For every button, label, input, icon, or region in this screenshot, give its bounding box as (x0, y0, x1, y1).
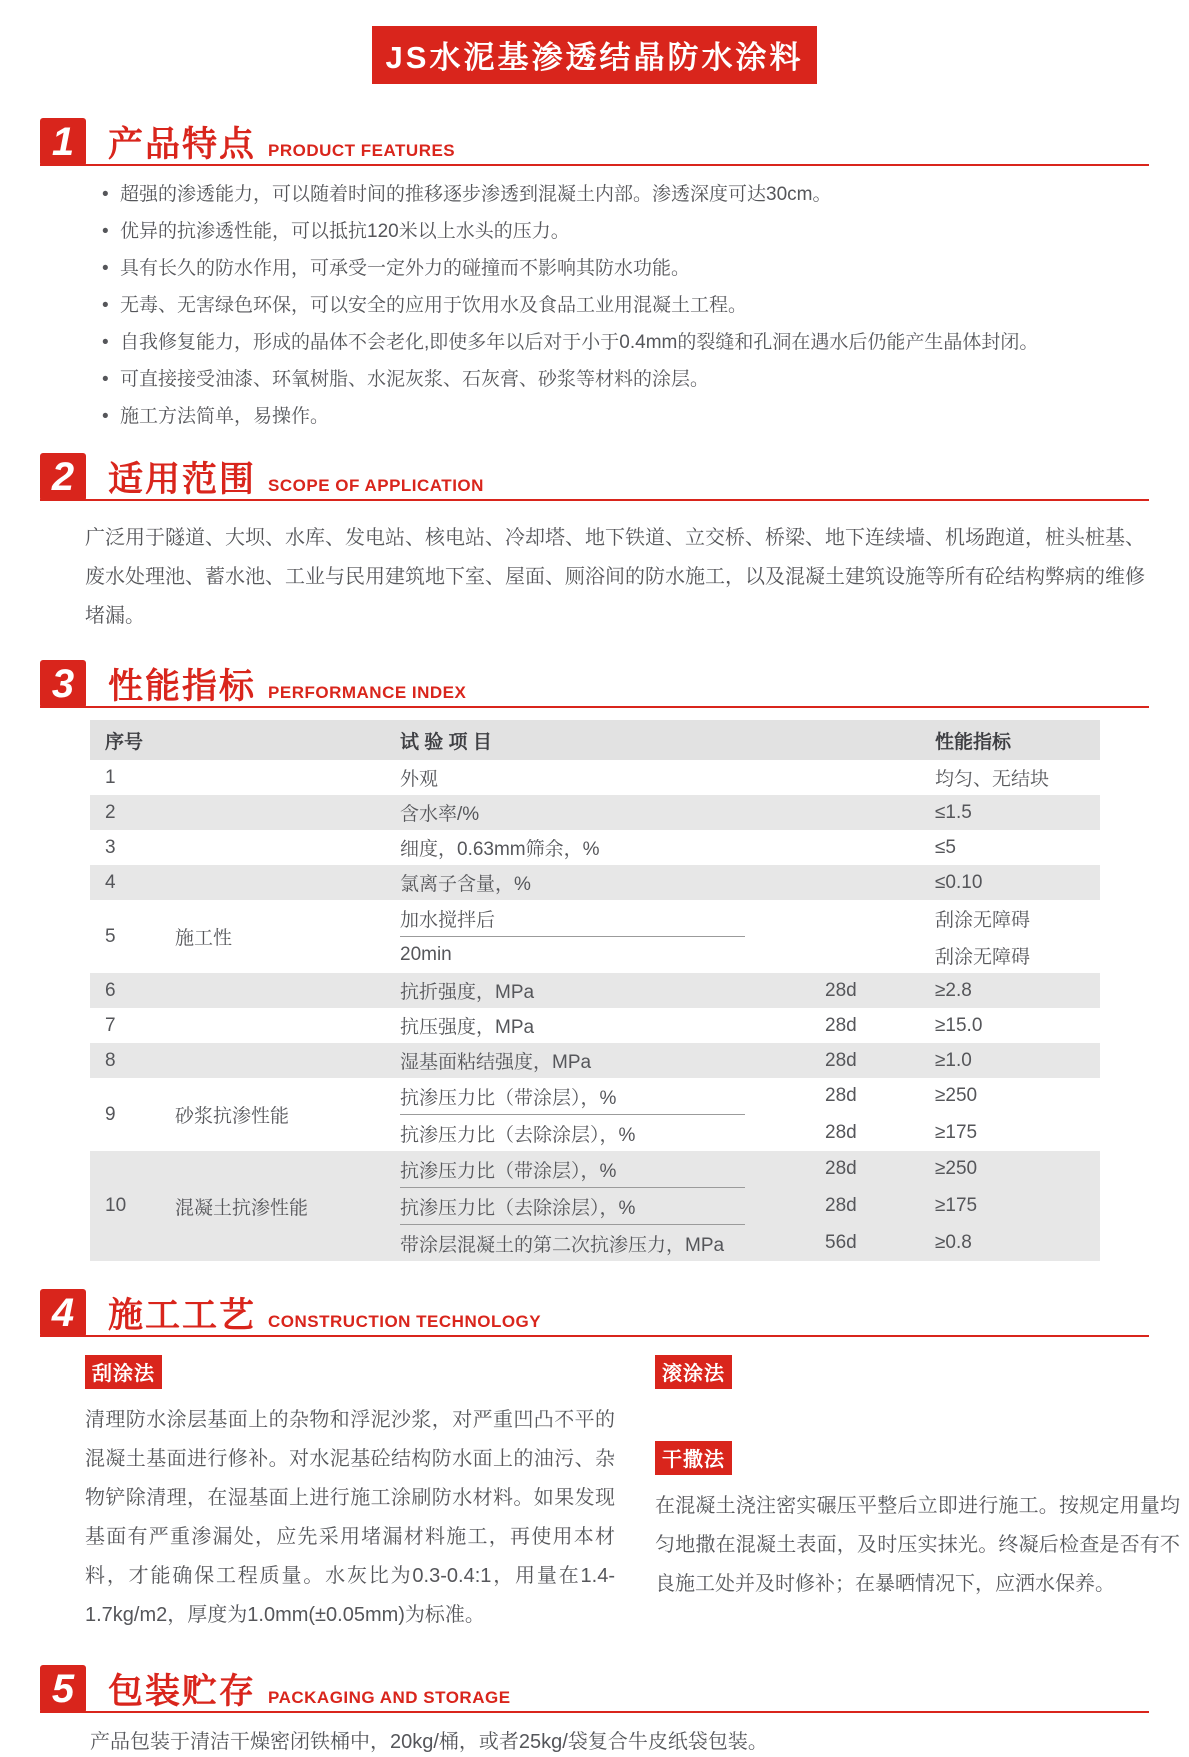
cell-category (175, 810, 400, 816)
col-header-index: 性能指标 (935, 731, 1012, 753)
scope-paragraph: 广泛用于隧道、大坝、水库、发电站、核电站、冷却塔、地下铁道、立交桥、桥梁、地下连续墙、机场跑道，桩头桩基、废水处理池、蓄水池、工业与民用建筑地下室、屋面、厕浴间的防水施工，以及混凝土建筑设施等所有砼结构弊病的维修堵漏。 (85, 527, 1145, 627)
cell-age: 28d (825, 1085, 857, 1106)
cell-test-item: 含水率/% (400, 804, 480, 825)
cell-index: 刮涂无障碍 (935, 946, 1031, 968)
cell-age: 28d (825, 1122, 857, 1143)
feature-item: • 优异的抗渗透性能，可以抵抗120米以上水头的压力。 (102, 217, 1149, 246)
section-packaging (40, 1665, 1149, 1757)
cell-no: 1 (105, 766, 116, 788)
cell-index: ≥250 (935, 1158, 978, 1179)
cell-index: ≥250 (935, 1085, 978, 1106)
cell-index: 刮涂无障碍 (935, 909, 1031, 931)
sub-row-stack (400, 1151, 1100, 1261)
section-5-number-badge: 5 (40, 1665, 86, 1713)
table-row (90, 1151, 1100, 1261)
cell-index: ≤0.10 (935, 871, 983, 893)
cell-no: 3 (105, 836, 116, 858)
cell-test-item: 氯离子含量，% (400, 874, 531, 895)
section-1-title: 产品特点 (108, 125, 257, 164)
section-product-features (40, 118, 1149, 431)
section-3-title: 性能指标 (108, 667, 257, 706)
cell-index: ≥175 (935, 1195, 978, 1216)
cell-test-item: 湿基面粘结强度，MPa (400, 1052, 592, 1073)
cell-test-item: 细度，0.63mm筛余，% (400, 839, 600, 860)
feature-item: • 无毒、无害绿色环保，可以安全的应用于饮用水及食品工业用混凝土工程。 (102, 291, 1149, 320)
performance-table (90, 720, 1100, 1261)
cell-index: ≥1.0 (935, 1049, 972, 1071)
cell-no: 7 (105, 1014, 116, 1036)
col-header-no: 序号 (105, 731, 144, 753)
section-1-number-badge: 1 (40, 118, 86, 166)
cell-category: 砂浆抗渗性能 (175, 1106, 290, 1127)
cell-age (825, 952, 935, 958)
cell-category (175, 988, 400, 994)
table-sub-row (400, 1188, 1100, 1224)
cell-test-item: 抗渗压力比（带涂层），% (400, 1087, 617, 1109)
section-construction (40, 1289, 1180, 1635)
cell-category (175, 845, 400, 851)
section-4-subtitle: CONSTRUCTION TECHNOLOGY (268, 1312, 542, 1331)
cell-age: 28d (825, 1049, 857, 1071)
cell-no: 10 (105, 1195, 127, 1216)
cell-test-item: 带涂层混凝土的第二次抗渗压力，MPa (400, 1234, 725, 1256)
section-3-number-badge: 3 (40, 660, 86, 708)
table-row (90, 1043, 1100, 1078)
table-sub-row (400, 900, 1100, 936)
cell-no: 2 (105, 801, 116, 823)
section-2-title: 适用范围 (108, 460, 257, 499)
feature-item: • 具有长久的防水作用，可承受一定外力的碰撞而不影响其防水功能。 (102, 254, 1149, 283)
sub-row-stack (400, 900, 1100, 973)
section-5-title: 包装贮存 (108, 1672, 257, 1711)
cell-no: 6 (105, 979, 116, 1001)
table-sub-row (400, 1115, 1100, 1151)
cell-index: ≥15.0 (935, 1014, 983, 1036)
table-row (90, 1078, 1100, 1151)
cell-age (825, 845, 935, 851)
section-4-number-badge: 4 (40, 1289, 86, 1337)
section-2-subtitle: SCOPE OF APPLICATION (268, 476, 484, 495)
cell-test-item: 加水搅拌后 (400, 909, 496, 931)
scrape-method-label: 刮涂法 (85, 1355, 162, 1389)
cell-age (825, 880, 935, 886)
cell-index: 均匀、无结块 (935, 769, 1050, 790)
cell-index: ≥0.8 (935, 1232, 972, 1253)
section-1-header (40, 118, 1149, 166)
cell-index: ≥2.8 (935, 979, 972, 1001)
table-row (90, 1008, 1100, 1043)
scrape-method-text: 清理防水涂层基面上的杂物和浮泥沙浆，对严重凹凸不平的混凝土基面进行修补。对水泥基砼结构防水面上的油污、杂物铲除清理，在湿基面上进行施工涂刷防水材料。如果发现基面有严重渗漏处，应先采用堵漏材料施工，再使用本材料，才能确保工程质量。水灰比为0.3-0.4:1，用量在1.4-1.7kg/m2，厚度为1.0mm(±0.05mm)为标准。 (85, 1409, 615, 1626)
cell-age: 28d (825, 1195, 857, 1216)
col-header-spacer (175, 737, 400, 743)
section-performance-index (40, 660, 1149, 1261)
section-5-header (40, 1665, 1149, 1713)
cell-index: ≤5 (935, 836, 956, 858)
cell-test-item: 外观 (400, 769, 439, 790)
table-sub-row (400, 1225, 1100, 1261)
cell-age: 28d (825, 1014, 857, 1036)
section-4-header (40, 1289, 1149, 1337)
column-gap (655, 1389, 1180, 1441)
table-row (90, 830, 1100, 865)
table-sub-row (400, 1151, 1100, 1187)
section-5-subtitle: PACKAGING AND STORAGE (268, 1688, 511, 1707)
dry-scatter-method-text: 在混凝土浇注密实碾压平整后立即进行施工。按规定用量均匀地撒在混凝土表面，及时压实抹光。终凝后检查是否有不良施工处并及时修补；在暴晒情况下，应洒水保养。 (655, 1495, 1180, 1595)
col-header-age-spacer (825, 737, 935, 743)
cell-test-item: 抗渗压力比（去除涂层），% (400, 1197, 636, 1219)
feature-item: • 超强的渗透能力，可以随着时间的推移逐步渗透到混凝土内部。渗透深度可达30cm。 (102, 180, 1149, 209)
dry-scatter-method-label: 干撒法 (655, 1441, 732, 1475)
cell-index: ≤1.5 (935, 801, 972, 823)
sub-row-stack (400, 1078, 1100, 1151)
cell-age (825, 810, 935, 816)
feature-item: • 施工方法简单，易操作。 (102, 402, 1149, 431)
document-title: JS水泥基渗透结晶防水涂料 (372, 26, 818, 84)
section-4-title: 施工工艺 (108, 1296, 257, 1335)
title-bar (40, 0, 1149, 84)
table-row (90, 973, 1100, 1008)
table-row (90, 865, 1100, 900)
cell-no: 8 (105, 1049, 116, 1071)
feature-list (102, 180, 1149, 431)
feature-item: • 自我修复能力，形成的晶体不会老化,即使多年以后对于小于0.4mm的裂缝和孔洞在遇水后仍能产生晶体封闭。 (102, 328, 1149, 357)
cell-age (825, 775, 935, 781)
table-row (90, 760, 1100, 795)
section-2-number-badge: 2 (40, 453, 86, 501)
cell-no: 9 (105, 1103, 116, 1125)
cell-age: 56d (825, 1232, 857, 1253)
cell-category (175, 775, 400, 781)
section-3-subtitle: PERFORMANCE INDEX (268, 683, 467, 702)
cell-category (175, 1023, 400, 1029)
cell-test-item: 20min (400, 944, 452, 965)
cell-test-item: 抗折强度，MPa (400, 982, 535, 1003)
col-header-item: 试 验 项 目 (400, 731, 492, 753)
cell-category (175, 880, 400, 886)
cell-age (825, 915, 935, 921)
cell-age: 28d (825, 1158, 857, 1179)
cell-index: ≥175 (935, 1122, 978, 1143)
section-scope (40, 453, 1149, 636)
cell-test-item: 抗渗压力比（带涂层），% (400, 1160, 617, 1182)
roll-dry-method-column (655, 1355, 1180, 1635)
roll-method-label: 滚涂法 (655, 1355, 732, 1389)
cell-category (175, 1058, 400, 1064)
cell-category: 施工性 (175, 928, 233, 949)
scrape-method-column (85, 1355, 615, 1635)
cell-no: 5 (105, 925, 116, 947)
table-row (90, 795, 1100, 830)
table-sub-row (400, 1078, 1100, 1114)
cell-test-item: 抗压强度，MPa (400, 1017, 535, 1038)
table-row (90, 900, 1100, 973)
cell-test-item: 抗渗压力比（去除涂层），% (400, 1124, 636, 1146)
cell-no: 4 (105, 871, 116, 893)
cell-age: 28d (825, 979, 857, 1001)
construction-columns (85, 1355, 1180, 1635)
section-1-subtitle: PRODUCT FEATURES (268, 141, 456, 160)
section-3-header (40, 660, 1149, 708)
table-sub-row (400, 937, 1100, 973)
table-header-row (90, 720, 1100, 760)
cell-category: 混凝土抗渗性能 (175, 1197, 309, 1219)
section-2-header (40, 453, 1149, 501)
feature-item: • 可直接接受油漆、环氧树脂、水泥灰浆、石灰膏、砂浆等材料的涂层。 (102, 365, 1149, 394)
packaging-paragraph: 产品包装于清洁干燥密闭铁桶中，20kg/桶，或者25kg/袋复合牛皮纸袋包装。 (90, 1731, 768, 1753)
